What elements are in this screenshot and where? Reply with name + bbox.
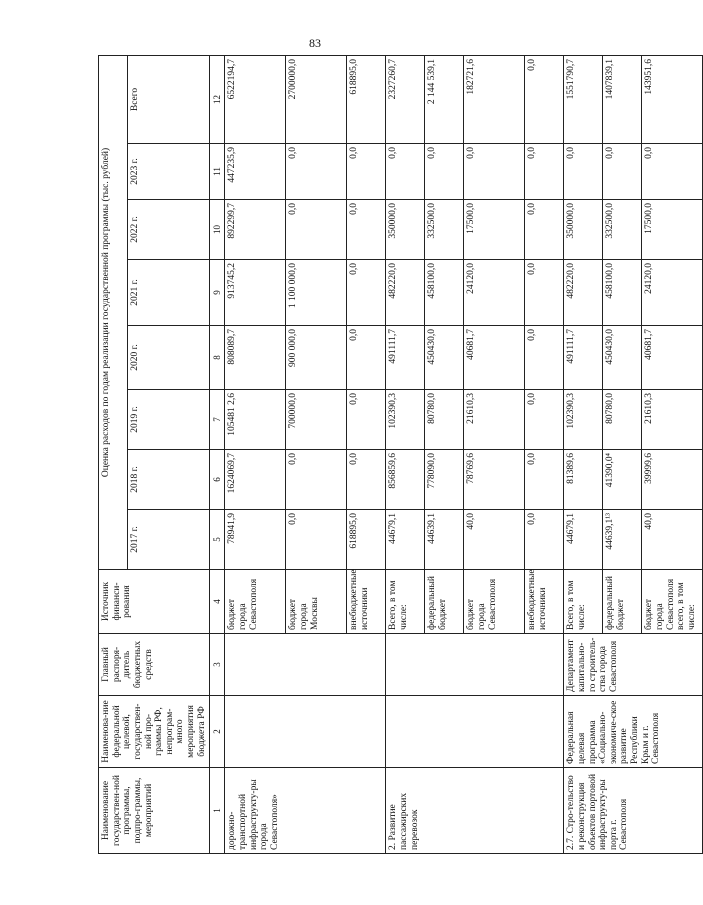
value-cell: 0,0 xyxy=(525,390,564,450)
header-year: 2019 г. xyxy=(128,390,210,450)
header-year: 2021 г. xyxy=(128,260,210,326)
header-federal-program: Наименова-ние федеральной целевой, государствен-ной про-граммы РФ, непрограм-много мероприятия бюджета РФ xyxy=(99,696,210,768)
value-cell: 491111,7 xyxy=(564,326,603,390)
value-cell: 39999,6 xyxy=(642,450,703,510)
value-cell: 41390,0⁴ xyxy=(603,450,642,510)
value-cell: 40,0 xyxy=(464,510,525,570)
group-name: 2. Развитие пассажирских перевозок xyxy=(386,768,564,854)
column-number: 3 xyxy=(210,634,225,696)
value-cell: 0,0 xyxy=(347,144,386,200)
rotated-table-frame xyxy=(98,56,697,854)
value-cell: 40681,7 xyxy=(642,326,703,390)
funding-source: бюджет города Севастополя xyxy=(225,570,286,634)
value-cell: 24120,0 xyxy=(464,260,525,326)
table-row xyxy=(564,55,603,853)
value-cell: 778090,0 xyxy=(425,450,464,510)
value-cell: 0,0 xyxy=(347,260,386,326)
value-cell: 6522194,7 xyxy=(225,55,286,143)
header-year: 2022 г. xyxy=(128,200,210,260)
column-number: 4 xyxy=(210,570,225,634)
value-cell: 44639,1 xyxy=(425,510,464,570)
value-cell: 1 100 000,0 xyxy=(286,260,347,326)
value-cell: 0,0 xyxy=(525,326,564,390)
value-cell: 458100,0 xyxy=(603,260,642,326)
column-number: 10 xyxy=(210,200,225,260)
value-cell: 21610,3 xyxy=(642,390,703,450)
column-number: 11 xyxy=(210,144,225,200)
group-name: 2.7. Стро-тельство и реконструкция объектов портовой инфраструкту-ры порта г. Севастополя xyxy=(564,768,703,854)
header-year: 2020 г. xyxy=(128,326,210,390)
column-number: 12 xyxy=(210,55,225,143)
value-cell: 618895,0 xyxy=(347,55,386,143)
value-cell: 80780,0 xyxy=(425,390,464,450)
group-program xyxy=(386,696,564,768)
value-cell: 447235,9 xyxy=(225,144,286,200)
value-cell: 856859,6 xyxy=(386,450,425,510)
value-cell: 81389,6 xyxy=(564,450,603,510)
value-cell: 450430,0 xyxy=(425,326,464,390)
value-cell: 143951,6 xyxy=(642,55,703,143)
value-cell: 0,0 xyxy=(642,144,703,200)
value-cell: 0,0 xyxy=(564,144,603,200)
value-cell: 40681,7 xyxy=(464,326,525,390)
value-cell: 491111,7 xyxy=(386,326,425,390)
value-cell: 0,0 xyxy=(525,55,564,143)
value-cell: 182721,6 xyxy=(464,55,525,143)
group-manager xyxy=(386,634,564,696)
value-cell: 0,0 xyxy=(525,510,564,570)
funding-source: бюджет города Москвы xyxy=(286,570,347,634)
value-cell: 0,0 xyxy=(286,200,347,260)
header-funding-source: Источник финанси-рования xyxy=(99,570,210,634)
header-program-name: Наименование государствен-ной программы, подпро-граммы, мероприятий xyxy=(99,768,210,854)
header-year: 2018 г. xyxy=(128,450,210,510)
value-cell: 105481 2,6 xyxy=(225,390,286,450)
value-cell: 102390,3 xyxy=(386,390,425,450)
column-number: 6 xyxy=(210,450,225,510)
value-cell: 21610,3 xyxy=(464,390,525,450)
header-estimate-title: Оценка расходов по годам реализации государственной программы (тыс. рублей) xyxy=(99,55,128,569)
group-manager: Департамент капитально-го строитель-ства города Севастополя xyxy=(564,634,703,696)
value-cell: 0,0 xyxy=(286,450,347,510)
value-cell: 0,0 xyxy=(464,144,525,200)
header-year: 2017 г. xyxy=(128,510,210,570)
column-number: 9 xyxy=(210,260,225,326)
value-cell: 2327260,7 xyxy=(386,55,425,143)
value-cell: 0,0 xyxy=(347,450,386,510)
value-cell: 78941,9 xyxy=(225,510,286,570)
value-cell: 350000,0 xyxy=(564,200,603,260)
value-cell: 0,0 xyxy=(525,260,564,326)
value-cell: 24120,0 xyxy=(642,260,703,326)
funding-source: бюджет города Севастополя всего, в том числе: xyxy=(642,570,703,634)
header-row-1 xyxy=(99,55,128,853)
value-cell: 0,0 xyxy=(347,390,386,450)
value-cell: 450430,0 xyxy=(603,326,642,390)
value-cell: 700000,0 xyxy=(286,390,347,450)
value-cell: 0,0 xyxy=(603,144,642,200)
funding-source: внебюджетные источники xyxy=(525,570,564,634)
header-budget-manager: Главный распоря-дитель бюджетных средств xyxy=(99,634,210,696)
value-cell: 808089,7 xyxy=(225,326,286,390)
funding-source: федеральный бюджет xyxy=(603,570,642,634)
column-number: 5 xyxy=(210,510,225,570)
value-cell: 0,0 xyxy=(347,326,386,390)
page-number: 83 xyxy=(309,36,321,50)
column-number: 7 xyxy=(210,390,225,450)
funding-source: внебюджетные источники xyxy=(347,570,386,634)
value-cell: 2 144 539,1 xyxy=(425,55,464,143)
value-cell: 0,0 xyxy=(286,510,347,570)
funding-source: Всего, в том числе: xyxy=(386,570,425,634)
value-cell: 1551790,7 xyxy=(564,55,603,143)
value-cell: 0,0 xyxy=(347,200,386,260)
budget-table xyxy=(98,55,703,854)
value-cell: 40,0 xyxy=(642,510,703,570)
value-cell: 44639,1¹³ xyxy=(603,510,642,570)
group-program: Федеральная целевая программа «Социально-экономиче-ское развитие Республики Крым и г. Севастополя xyxy=(564,696,703,768)
value-cell: 913745,2 xyxy=(225,260,286,326)
value-cell: 44679,1 xyxy=(386,510,425,570)
value-cell: 78769,6 xyxy=(464,450,525,510)
value-cell: 332500,0 xyxy=(603,200,642,260)
value-cell: 0,0 xyxy=(425,144,464,200)
value-cell: 0,0 xyxy=(286,144,347,200)
column-number: 2 xyxy=(210,696,225,768)
value-cell: 0,0 xyxy=(525,144,564,200)
value-cell: 44679,1 xyxy=(564,510,603,570)
value-cell: 482220,0 xyxy=(564,260,603,326)
value-cell: 0,0 xyxy=(525,200,564,260)
table-row xyxy=(225,55,286,853)
value-cell: 80780,0 xyxy=(603,390,642,450)
column-number: 1 xyxy=(210,768,225,854)
funding-source: федеральный бюджет xyxy=(425,570,464,634)
value-cell: 332500,0 xyxy=(425,200,464,260)
header-total: Всего xyxy=(128,55,210,143)
value-cell: 618895,0 xyxy=(347,510,386,570)
group-manager xyxy=(225,634,386,696)
group-name: дорожно-транспортной инфраструкту-ры города Севастополя» xyxy=(225,768,386,854)
value-cell: 17500,0 xyxy=(464,200,525,260)
value-cell: 17500,0 xyxy=(642,200,703,260)
column-number-row xyxy=(210,55,225,853)
funding-source: Всего, в том числе: xyxy=(564,570,603,634)
funding-source: бюджет города Севастополя xyxy=(464,570,525,634)
value-cell: 1407839,1 xyxy=(603,55,642,143)
rotated-table xyxy=(98,56,697,854)
value-cell: 0,0 xyxy=(386,144,425,200)
value-cell: 892299,7 xyxy=(225,200,286,260)
column-number: 8 xyxy=(210,326,225,390)
value-cell: 0,0 xyxy=(525,450,564,510)
value-cell: 482220,0 xyxy=(386,260,425,326)
group-program xyxy=(225,696,386,768)
table-row xyxy=(386,55,425,853)
value-cell: 2700000,0 xyxy=(286,55,347,143)
header-year: 2023 г. xyxy=(128,144,210,200)
value-cell: 102390,3 xyxy=(564,390,603,450)
value-cell: 900 000,0 xyxy=(286,326,347,390)
value-cell: 350000,0 xyxy=(386,200,425,260)
value-cell: 458100,0 xyxy=(425,260,464,326)
value-cell: 1624069,7 xyxy=(225,450,286,510)
